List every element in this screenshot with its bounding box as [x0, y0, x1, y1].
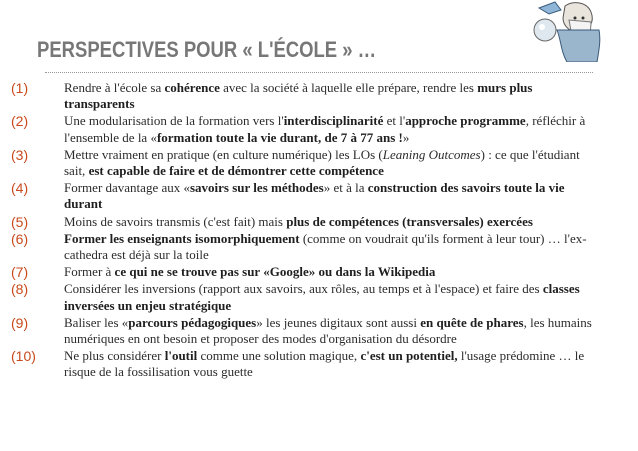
text-segment: comme une solution magique, [197, 348, 361, 364]
emphasis-text: murs plus transparents [64, 80, 533, 112]
list-item [11, 348, 601, 380]
text-segment: Moins de savoirs transmis (c'est fait) mais [64, 213, 287, 229]
emphasis-text: l'outil [164, 348, 198, 364]
emphasis-text: est capable de faire et de démontrer cette compétence [88, 163, 384, 179]
text-segment: Baliser les « [64, 314, 129, 330]
emphasis-text: interdisciplinarité [283, 113, 384, 129]
emphasis-text: savoirs sur les méthodes [189, 180, 324, 196]
item-text [64, 281, 580, 312]
emphasis-text: classes inversées un enjeu stratégique [64, 281, 580, 313]
text-segment: , les humains numériques en ont besoin et proposer des modes d'organisation du désordre [64, 314, 592, 347]
list-item [11, 113, 601, 145]
emphasis-text: formation toute la vie durant, de 7 à 77 ans ! [156, 129, 403, 145]
text-segment: ) : ce que l'étudiant sait, [64, 146, 580, 179]
list-item [11, 80, 601, 112]
list-item [11, 231, 601, 263]
emphasis-text: ce qui ne se trouve pas sur «Google» ou dans la Wikipedia [114, 264, 436, 280]
item-text [64, 214, 533, 229]
item-number: (4) [11, 180, 29, 197]
item-number: (10) [11, 348, 36, 365]
text-segment: l'usage prédomine … le risque de la fossilisation vous guette [64, 348, 585, 380]
text-segment: » [402, 129, 410, 145]
text-segment: avec la société à laquelle elle prépare, rendre les [219, 80, 478, 95]
text-segment: Considérer les inversions (rapport aux savoirs, aux rôles, au temps et à l'espace) et faire des [64, 281, 543, 297]
list-item [11, 281, 601, 313]
page-title: PERSPECTIVES POUR « L'ÉCOLE » … [37, 37, 377, 62]
item-number: (8) [11, 281, 29, 298]
item-text [64, 80, 532, 111]
item-number: (9) [11, 314, 29, 331]
list-item [11, 264, 601, 280]
text-segment: » les jeunes digitaux sont aussi [256, 314, 421, 330]
item-number: (7) [11, 264, 29, 281]
item-number: (2) [11, 113, 29, 130]
item-text [64, 231, 587, 262]
text-segment: (comme on voudrait qu'ils forment à leur tour) … l'ex-cathedra est déjà sur la toile [64, 230, 587, 263]
list-item [11, 214, 601, 230]
emphasis-text: en quête de phares [420, 314, 524, 330]
emphasis-text: construction des savoirs toute la vie durant [64, 180, 565, 212]
text-segment: Une modularisation de la formation vers l' [64, 113, 284, 129]
item-text [64, 264, 435, 279]
emphasis-text: plus de compétences (transversales) exercées [286, 213, 533, 229]
item-number: (5) [11, 213, 29, 230]
item-text [64, 315, 592, 346]
text-segment: Mettre vraiment en pratique (en culture numérique) les LOs ( [64, 146, 383, 162]
text-segment: Former davantage aux « [64, 180, 190, 196]
text-segment: Rendre à l'école sa [64, 80, 165, 95]
list-item [11, 315, 601, 347]
text-segment: Former à [64, 264, 115, 280]
text-segment: et l' [383, 113, 406, 129]
emphasis-text: cohérence [164, 80, 220, 95]
text-segment: Ne plus considérer [64, 348, 165, 364]
item-text [64, 147, 580, 178]
emphasis-text: approche programme [405, 113, 526, 129]
italic-text: Leaning Outcomes [382, 146, 481, 162]
list-item [11, 180, 601, 212]
text-segment: , réfléchir à l'ensemble de la « [64, 113, 586, 145]
item-number: (3) [11, 146, 29, 163]
perspectives-list [11, 80, 601, 382]
emphasis-text: c'est un potentiel, [360, 348, 458, 364]
list-item [11, 147, 601, 179]
item-text [64, 180, 565, 211]
item-text [64, 348, 584, 379]
emphasis-text: Former les enseignants isomorphiquement [64, 230, 300, 246]
item-text [64, 113, 585, 144]
wizard-illustration [531, 0, 603, 62]
emphasis-text: parcours pédagogiques [128, 314, 257, 330]
dotted-divider [45, 72, 593, 73]
item-number: (6) [11, 230, 29, 247]
text-segment: » et à la [323, 180, 368, 196]
item-number: (1) [11, 80, 29, 96]
